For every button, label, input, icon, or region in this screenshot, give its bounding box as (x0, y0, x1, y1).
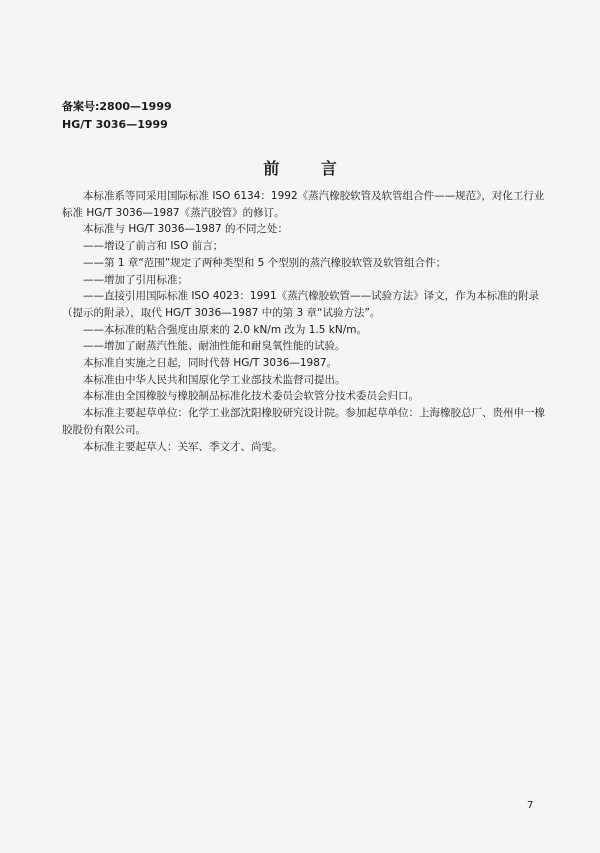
document-header (62, 98, 172, 134)
paragraph: 本标准由全国橡胶与橡胶制品标准化技术委员会软管分技术委员会归口。 (83, 390, 419, 403)
paragraph: 本标准系等同采用国际标准 ISO 6134：1992《蒸汽橡胶软管及软管组合件——规范》，对化工行业标准 HG/T 3036—1987《蒸汽胶管》的修订。 (62, 190, 545, 219)
list-item: ——本标准的粘合强度由原来的 2.0 kN/m 改为 1.5 kN/m。 (83, 323, 367, 336)
list-item: ——增设了前言和 ISO 前言； (83, 240, 224, 253)
paragraph: 本标准自实施之日起，同时代替 HG/T 3036—1987。 (83, 357, 338, 370)
list-item: ——增加了引用标准； (83, 273, 188, 286)
record-number: 备案号:2800—1999 (62, 100, 172, 113)
paragraph: 本标准与 HG/T 3036—1987 的不同之处： (83, 223, 288, 236)
list-item: ——第 1 章“范围”规定了两种类型和 5 个型别的蒸汽橡胶软管及软管组合件； (83, 256, 447, 269)
standard-code: HG/T 3036—1999 (62, 118, 168, 131)
list-item: ——增加了耐蒸汽性能、耐油性能和耐臭氧性能的试验。 (83, 340, 346, 353)
paragraph: 本标准由中华人民共和国原化学工业部技术监督司提出。 (83, 373, 346, 386)
page-number: 7 (527, 800, 534, 811)
section-title: 前 言 (263, 159, 355, 178)
paragraph: 本标准主要起草人：关军、季文才、尚雯。 (83, 440, 283, 453)
foreword-body (62, 188, 548, 455)
paragraph: 本标准主要起草单位：化学工业部沈阳橡胶研究设计院。参加起草单位：上海橡胶总厂、贵州申一橡胶股份有限公司。 (62, 407, 545, 436)
list-item: ——直接引用国际标准 ISO 4023：1991《蒸汽橡胶软管——试验方法》译文，作为本标准的附录（提示的附录），取代 HG/T 3036—1987 中的第 3 章“试验方法”。 (62, 290, 540, 319)
